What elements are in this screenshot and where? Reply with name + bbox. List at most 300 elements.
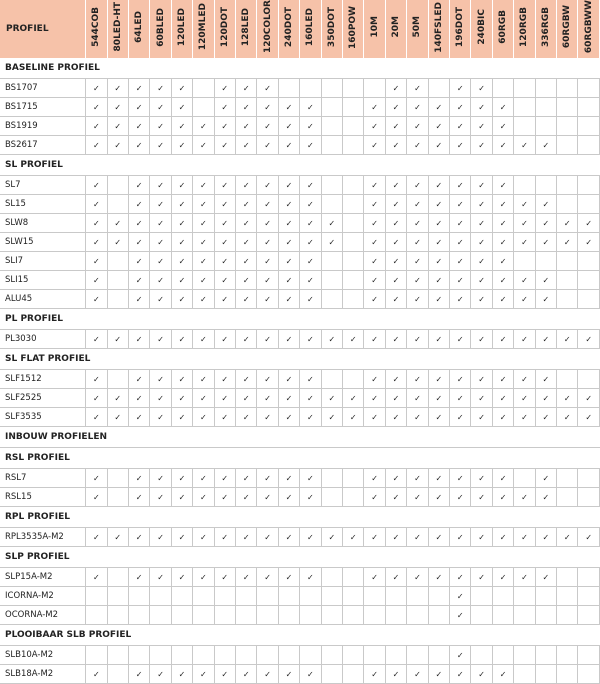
empty-cell <box>471 646 492 665</box>
table-row <box>0 252 600 271</box>
check-icon: ✓ <box>492 271 513 290</box>
check-icon: ✓ <box>150 98 171 117</box>
table-row <box>0 587 600 606</box>
empty-cell <box>557 290 578 309</box>
check-icon: ✓ <box>428 408 449 427</box>
check-icon: ✓ <box>407 252 428 271</box>
check-icon: ✓ <box>428 252 449 271</box>
check-icon: ✓ <box>150 271 171 290</box>
check-icon: ✓ <box>171 136 192 155</box>
check-icon: ✓ <box>514 389 535 408</box>
empty-cell <box>107 568 128 587</box>
check-icon: ✓ <box>428 136 449 155</box>
empty-cell <box>278 79 299 98</box>
check-icon: ✓ <box>193 214 214 233</box>
check-icon: ✓ <box>407 98 428 117</box>
check-icon: ✓ <box>257 214 278 233</box>
check-icon: ✓ <box>514 330 535 349</box>
section-row <box>0 547 600 568</box>
column-header <box>107 0 128 58</box>
empty-cell <box>471 606 492 625</box>
table-row <box>0 195 600 214</box>
check-icon: ✓ <box>193 290 214 309</box>
check-icon: ✓ <box>278 214 299 233</box>
check-icon: ✓ <box>450 79 471 98</box>
check-icon: ✓ <box>514 233 535 252</box>
check-icon: ✓ <box>321 408 342 427</box>
check-icon: ✓ <box>321 330 342 349</box>
check-icon: ✓ <box>364 214 385 233</box>
check-icon: ✓ <box>321 214 342 233</box>
check-icon: ✓ <box>364 176 385 195</box>
column-header-label: 240DOT <box>284 6 294 48</box>
empty-cell <box>578 117 600 136</box>
empty-cell <box>150 587 171 606</box>
empty-cell <box>535 117 556 136</box>
empty-cell <box>578 606 600 625</box>
check-icon: ✓ <box>385 370 406 389</box>
check-icon: ✓ <box>128 176 149 195</box>
check-icon: ✓ <box>407 528 428 547</box>
check-icon: ✓ <box>193 271 214 290</box>
column-header-label: 120LED <box>176 7 187 47</box>
check-icon: ✓ <box>385 117 406 136</box>
check-icon: ✓ <box>471 79 492 98</box>
check-icon: ✓ <box>428 271 449 290</box>
section-row <box>0 427 600 448</box>
empty-cell <box>535 252 556 271</box>
column-header-label: 160LED <box>305 7 316 47</box>
check-icon: ✓ <box>235 568 256 587</box>
check-icon: ✓ <box>150 252 171 271</box>
profile-name: SL15 <box>0 195 86 214</box>
check-icon: ✓ <box>214 117 235 136</box>
check-icon: ✓ <box>492 330 513 349</box>
check-icon: ✓ <box>343 330 364 349</box>
empty-cell <box>107 252 128 271</box>
check-icon: ✓ <box>171 195 192 214</box>
check-icon: ✓ <box>257 271 278 290</box>
empty-cell <box>343 606 364 625</box>
empty-cell <box>300 79 321 98</box>
check-icon: ✓ <box>257 370 278 389</box>
check-icon: ✓ <box>535 214 556 233</box>
check-icon: ✓ <box>428 469 449 488</box>
empty-cell <box>557 195 578 214</box>
check-icon: ✓ <box>364 528 385 547</box>
check-icon: ✓ <box>343 408 364 427</box>
empty-cell <box>578 176 600 195</box>
check-icon: ✓ <box>86 488 107 507</box>
check-icon: ✓ <box>86 389 107 408</box>
column-header-label: 336RGB <box>540 7 551 47</box>
check-icon: ✓ <box>407 136 428 155</box>
check-icon: ✓ <box>257 408 278 427</box>
column-header-label: 120RGB <box>519 7 530 47</box>
check-icon: ✓ <box>428 568 449 587</box>
check-icon: ✓ <box>450 176 471 195</box>
profile-name: SLF3535 <box>0 408 86 427</box>
check-icon: ✓ <box>343 528 364 547</box>
empty-cell <box>107 290 128 309</box>
empty-cell <box>300 587 321 606</box>
profile-name: RSL7 <box>0 469 86 488</box>
empty-cell <box>557 271 578 290</box>
check-icon: ✓ <box>193 408 214 427</box>
check-icon: ✓ <box>193 117 214 136</box>
empty-cell <box>107 587 128 606</box>
check-icon: ✓ <box>171 469 192 488</box>
check-icon: ✓ <box>492 233 513 252</box>
empty-cell <box>343 568 364 587</box>
empty-cell <box>557 98 578 117</box>
empty-cell <box>578 195 600 214</box>
header-row <box>0 0 600 58</box>
column-header <box>128 0 149 58</box>
check-icon: ✓ <box>385 389 406 408</box>
check-icon: ✓ <box>364 488 385 507</box>
check-icon: ✓ <box>128 290 149 309</box>
check-icon: ✓ <box>492 408 513 427</box>
check-icon: ✓ <box>214 98 235 117</box>
check-icon: ✓ <box>86 290 107 309</box>
check-icon: ✓ <box>171 98 192 117</box>
check-icon: ✓ <box>385 136 406 155</box>
profile-name: SLB18A-M2 <box>0 665 86 684</box>
column-header <box>407 0 428 58</box>
check-icon: ✓ <box>471 408 492 427</box>
empty-cell <box>107 195 128 214</box>
check-icon: ✓ <box>150 568 171 587</box>
column-header <box>514 0 535 58</box>
empty-cell <box>107 469 128 488</box>
check-icon: ✓ <box>471 290 492 309</box>
section-title: PL PROFIEL <box>0 309 600 330</box>
check-icon: ✓ <box>385 290 406 309</box>
empty-cell <box>300 646 321 665</box>
check-icon: ✓ <box>450 290 471 309</box>
check-icon: ✓ <box>557 389 578 408</box>
check-icon: ✓ <box>278 233 299 252</box>
empty-cell <box>557 136 578 155</box>
column-header-label: 60RGBWW <box>583 0 594 54</box>
check-icon: ✓ <box>235 252 256 271</box>
check-icon: ✓ <box>86 136 107 155</box>
check-icon: ✓ <box>514 290 535 309</box>
check-icon: ✓ <box>514 370 535 389</box>
column-header-label: 120DOT <box>219 6 230 48</box>
check-icon: ✓ <box>321 528 342 547</box>
empty-cell <box>107 488 128 507</box>
check-icon: ✓ <box>557 528 578 547</box>
section-title: INBOUW PROFIELEN <box>0 427 600 448</box>
check-icon: ✓ <box>471 469 492 488</box>
empty-cell <box>557 568 578 587</box>
profile-name: SLW8 <box>0 214 86 233</box>
check-icon: ✓ <box>300 389 321 408</box>
check-icon: ✓ <box>86 98 107 117</box>
check-icon: ✓ <box>514 408 535 427</box>
check-icon: ✓ <box>364 568 385 587</box>
check-icon: ✓ <box>492 528 513 547</box>
empty-cell <box>578 79 600 98</box>
empty-cell <box>514 587 535 606</box>
check-icon: ✓ <box>86 330 107 349</box>
check-icon: ✓ <box>343 389 364 408</box>
profile-name: SLI7 <box>0 252 86 271</box>
check-icon: ✓ <box>492 469 513 488</box>
profile-name: BS1715 <box>0 98 86 117</box>
check-icon: ✓ <box>86 233 107 252</box>
check-icon: ✓ <box>535 568 556 587</box>
check-icon: ✓ <box>364 233 385 252</box>
empty-cell <box>514 79 535 98</box>
check-icon: ✓ <box>428 290 449 309</box>
empty-cell <box>86 646 107 665</box>
empty-cell <box>343 469 364 488</box>
check-icon: ✓ <box>385 176 406 195</box>
empty-cell <box>107 646 128 665</box>
check-icon: ✓ <box>535 330 556 349</box>
check-icon: ✓ <box>171 290 192 309</box>
check-icon: ✓ <box>364 389 385 408</box>
check-icon: ✓ <box>407 176 428 195</box>
empty-cell <box>578 568 600 587</box>
check-icon: ✓ <box>364 271 385 290</box>
section-row <box>0 155 600 176</box>
check-icon: ✓ <box>171 408 192 427</box>
check-icon: ✓ <box>193 330 214 349</box>
check-icon: ✓ <box>214 271 235 290</box>
check-icon: ✓ <box>107 79 128 98</box>
check-icon: ✓ <box>385 665 406 684</box>
empty-cell <box>557 665 578 684</box>
check-icon: ✓ <box>214 176 235 195</box>
check-icon: ✓ <box>385 568 406 587</box>
column-header-label: 80LED-HT <box>112 2 123 52</box>
check-icon: ✓ <box>300 665 321 684</box>
section-title: SL PROFIEL <box>0 155 600 176</box>
empty-cell <box>343 233 364 252</box>
empty-cell <box>257 606 278 625</box>
check-icon: ✓ <box>235 79 256 98</box>
check-icon: ✓ <box>235 117 256 136</box>
check-icon: ✓ <box>471 136 492 155</box>
check-icon: ✓ <box>535 528 556 547</box>
table-row <box>0 665 600 684</box>
section-title: SL FLAT PROFIEL <box>0 349 600 370</box>
check-icon: ✓ <box>193 389 214 408</box>
empty-cell <box>321 117 342 136</box>
empty-cell <box>321 176 342 195</box>
check-icon: ✓ <box>492 370 513 389</box>
check-icon: ✓ <box>214 469 235 488</box>
check-icon: ✓ <box>407 488 428 507</box>
empty-cell <box>492 79 513 98</box>
empty-cell <box>535 646 556 665</box>
empty-cell <box>428 79 449 98</box>
check-icon: ✓ <box>171 488 192 507</box>
check-icon: ✓ <box>407 195 428 214</box>
check-icon: ✓ <box>278 98 299 117</box>
empty-cell <box>343 117 364 136</box>
table-row <box>0 136 600 155</box>
check-icon: ✓ <box>407 408 428 427</box>
section-row <box>0 448 600 469</box>
check-icon: ✓ <box>514 568 535 587</box>
profile-name: SLI15 <box>0 271 86 290</box>
check-icon: ✓ <box>107 117 128 136</box>
check-icon: ✓ <box>450 271 471 290</box>
column-header-label: 64LED <box>134 11 145 43</box>
check-icon: ✓ <box>150 370 171 389</box>
check-icon: ✓ <box>450 136 471 155</box>
check-icon: ✓ <box>257 195 278 214</box>
check-icon: ✓ <box>128 370 149 389</box>
empty-cell <box>343 195 364 214</box>
empty-cell <box>214 646 235 665</box>
check-icon: ✓ <box>278 488 299 507</box>
empty-cell <box>343 665 364 684</box>
check-icon: ✓ <box>235 214 256 233</box>
check-icon: ✓ <box>535 136 556 155</box>
check-icon: ✓ <box>278 117 299 136</box>
check-icon: ✓ <box>214 370 235 389</box>
check-icon: ✓ <box>86 214 107 233</box>
profiel-header: PROFIEL <box>0 0 86 58</box>
column-header <box>235 0 256 58</box>
check-icon: ✓ <box>171 389 192 408</box>
empty-cell <box>107 665 128 684</box>
column-header <box>578 0 600 58</box>
check-icon: ✓ <box>385 469 406 488</box>
table-row <box>0 646 600 665</box>
check-icon: ✓ <box>278 568 299 587</box>
check-icon: ✓ <box>235 389 256 408</box>
check-icon: ✓ <box>128 330 149 349</box>
empty-cell <box>557 176 578 195</box>
empty-cell <box>257 646 278 665</box>
profile-name: RPL3535A-M2 <box>0 528 86 547</box>
table-row <box>0 370 600 389</box>
check-icon: ✓ <box>257 568 278 587</box>
check-icon: ✓ <box>235 233 256 252</box>
empty-cell <box>492 646 513 665</box>
check-icon: ✓ <box>128 233 149 252</box>
empty-cell <box>535 79 556 98</box>
check-icon: ✓ <box>257 233 278 252</box>
empty-cell <box>171 587 192 606</box>
empty-cell <box>578 665 600 684</box>
check-icon: ✓ <box>450 389 471 408</box>
column-header-label: 128LED <box>241 7 252 47</box>
empty-cell <box>557 252 578 271</box>
empty-cell <box>364 79 385 98</box>
check-icon: ✓ <box>407 214 428 233</box>
check-icon: ✓ <box>385 233 406 252</box>
table-row <box>0 389 600 408</box>
empty-cell <box>214 606 235 625</box>
check-icon: ✓ <box>150 136 171 155</box>
empty-cell <box>578 271 600 290</box>
empty-cell <box>428 646 449 665</box>
column-header <box>278 0 299 58</box>
check-icon: ✓ <box>364 98 385 117</box>
check-icon: ✓ <box>407 117 428 136</box>
check-icon: ✓ <box>278 176 299 195</box>
check-icon: ✓ <box>150 214 171 233</box>
check-icon: ✓ <box>492 290 513 309</box>
empty-cell <box>278 646 299 665</box>
table-row <box>0 469 600 488</box>
empty-cell <box>321 370 342 389</box>
check-icon: ✓ <box>193 252 214 271</box>
check-icon: ✓ <box>514 488 535 507</box>
empty-cell <box>428 606 449 625</box>
column-header <box>321 0 342 58</box>
table-row <box>0 176 600 195</box>
check-icon: ✓ <box>321 233 342 252</box>
check-icon: ✓ <box>578 528 600 547</box>
empty-cell <box>321 587 342 606</box>
check-icon: ✓ <box>407 665 428 684</box>
empty-cell <box>321 271 342 290</box>
check-icon: ✓ <box>257 665 278 684</box>
empty-cell <box>235 606 256 625</box>
check-icon: ✓ <box>471 195 492 214</box>
check-icon: ✓ <box>514 528 535 547</box>
section-title: SLP PROFIEL <box>0 547 600 568</box>
check-icon: ✓ <box>450 587 471 606</box>
empty-cell <box>343 587 364 606</box>
check-icon: ✓ <box>364 370 385 389</box>
empty-cell <box>557 117 578 136</box>
check-icon: ✓ <box>235 408 256 427</box>
check-icon: ✓ <box>428 195 449 214</box>
empty-cell <box>407 587 428 606</box>
check-icon: ✓ <box>235 98 256 117</box>
check-icon: ✓ <box>150 488 171 507</box>
empty-cell <box>321 136 342 155</box>
check-icon: ✓ <box>257 488 278 507</box>
table-row <box>0 98 600 117</box>
check-icon: ✓ <box>257 98 278 117</box>
empty-cell <box>128 646 149 665</box>
check-icon: ✓ <box>235 528 256 547</box>
check-icon: ✓ <box>214 290 235 309</box>
check-icon: ✓ <box>278 271 299 290</box>
empty-cell <box>193 606 214 625</box>
check-icon: ✓ <box>128 252 149 271</box>
empty-cell <box>321 488 342 507</box>
check-icon: ✓ <box>86 665 107 684</box>
check-icon: ✓ <box>364 408 385 427</box>
empty-cell <box>407 606 428 625</box>
profile-name: BS1919 <box>0 117 86 136</box>
check-icon: ✓ <box>278 252 299 271</box>
empty-cell <box>535 587 556 606</box>
empty-cell <box>343 176 364 195</box>
column-header <box>214 0 235 58</box>
check-icon: ✓ <box>450 646 471 665</box>
check-icon: ✓ <box>235 176 256 195</box>
column-header <box>385 0 406 58</box>
check-icon: ✓ <box>450 606 471 625</box>
check-icon: ✓ <box>86 79 107 98</box>
empty-cell <box>86 606 107 625</box>
column-header <box>257 0 278 58</box>
check-icon: ✓ <box>128 271 149 290</box>
